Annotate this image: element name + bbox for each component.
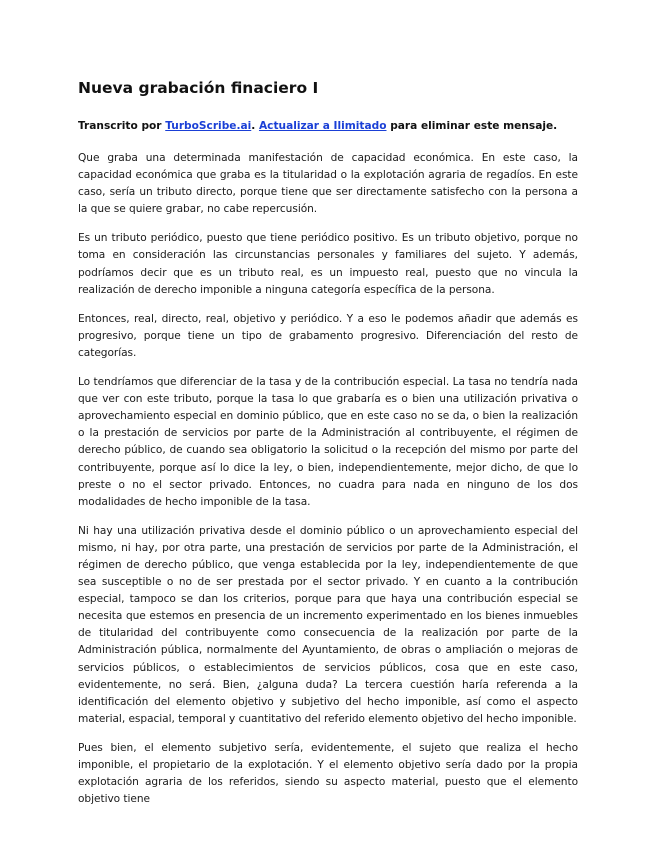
- upgrade-unlimited-link[interactable]: Actualizar a Ilimitado: [258, 120, 387, 132]
- notice-prefix: Transcrito por: [78, 120, 166, 132]
- document-title: Nueva grabación finaciero I: [78, 79, 319, 97]
- notice-suffix: para eliminar este mensaje.: [386, 120, 558, 132]
- transcript-body: [78, 150, 578, 808]
- turboscribe-link[interactable]: TurboScribe.ai: [165, 120, 252, 132]
- paragraph-4: Lo tendríamos que diferenciar de la tasa y de la contribución especial. La tasa no tendría nada que ver con este tributo, porque la tasa lo que grabaría es o bien una utilización privativa o aprovechamiento especial en dominio público, que en este caso no se da, o bien la realización o la prestación de servicios por parte de la Administración al contribuyente, el régimen de derecho público, de cuando sea obligatorio la solicitud o la recepción del mismo por parte del contribuyente, porque así lo dice la ley, o bien, independientemente, mejor dicho, de que lo preste o no el sector privado. Entonces, no cuadra para nada en ninguno de los dos modalidades de hecho imponible de la tasa.: [78, 376, 578, 508]
- paragraph-1: Que graba una determinada manifestación de capacidad económica. En este caso, la capacidad económica que graba es la titularidad o la explotación agraria de regadíos. En este caso, sería un tributo directo, porque tiene que ser directamente satisfecho con la persona a la que se quiere grabar, no cabe repercusión.: [78, 152, 578, 216]
- document-page: [78, 78, 578, 820]
- paragraph-5: Ni hay una utilización privativa desde el dominio público o un aprovechamiento especial del mismo, ni hay, por otra parte, una prestación de servicios por parte de la Administración, el régimen de derecho público, que venga establecida por la ley, independientemente de que sea susceptible o no de ser prestada por el sector privado. Y en cuanto a la contribución especial, tampoco se dan los criterios, porque para que haya una contribución especial se necesita que estemos en presencia de un incremento experimentado en los bienes inmuebles de titularidad del contribuyente como consecuencia de la realización por parte de la Administración pública, normalmente del Ayuntamiento, de obras o ampliación o mejoras de servicios públicos, o establecimientos de servicios públicos, cosa que en este caso, evidentemente, no será. Bien, ¿alguna duda? La tercera cuestión haría referenda a la identificación del elemento objetivo y subjetivo del hecho imponible, así como el aspecto material, espacial, temporal y cuantitativo del referido elemento objetivo del hecho imponible.: [78, 524, 578, 725]
- paragraph-6: Pues bien, el elemento subjetivo sería, evidentemente, el sujeto que realiza el hecho imponible, el propietario de la explotación. Y el elemento objetivo sería dado por la propia explotación agraria de los referidos, siendo su aspecto material, puesto que el elemento objetivo tiene: [78, 741, 578, 806]
- notice-separator: .: [251, 120, 259, 132]
- paragraph-3: Entonces, real, directo, real, objetivo y periódico. Y a eso le podemos añadir que además es progresivo, porque tiene un tipo de grabamento progresivo. Diferenciación del resto de categorías.: [78, 312, 578, 359]
- paragraph-2: Es un tributo periódico, puesto que tiene periódico positivo. Es un tributo objetivo, porque no toma en consideración las circunstancias personales y familiares del sujeto. Y además, podríamos decir que es un tributo real, es un impuesto real, puesto que no vincula la realización de derecho imponible a ninguna categoría específica de la persona.: [78, 232, 578, 296]
- transcription-notice: [78, 119, 578, 133]
